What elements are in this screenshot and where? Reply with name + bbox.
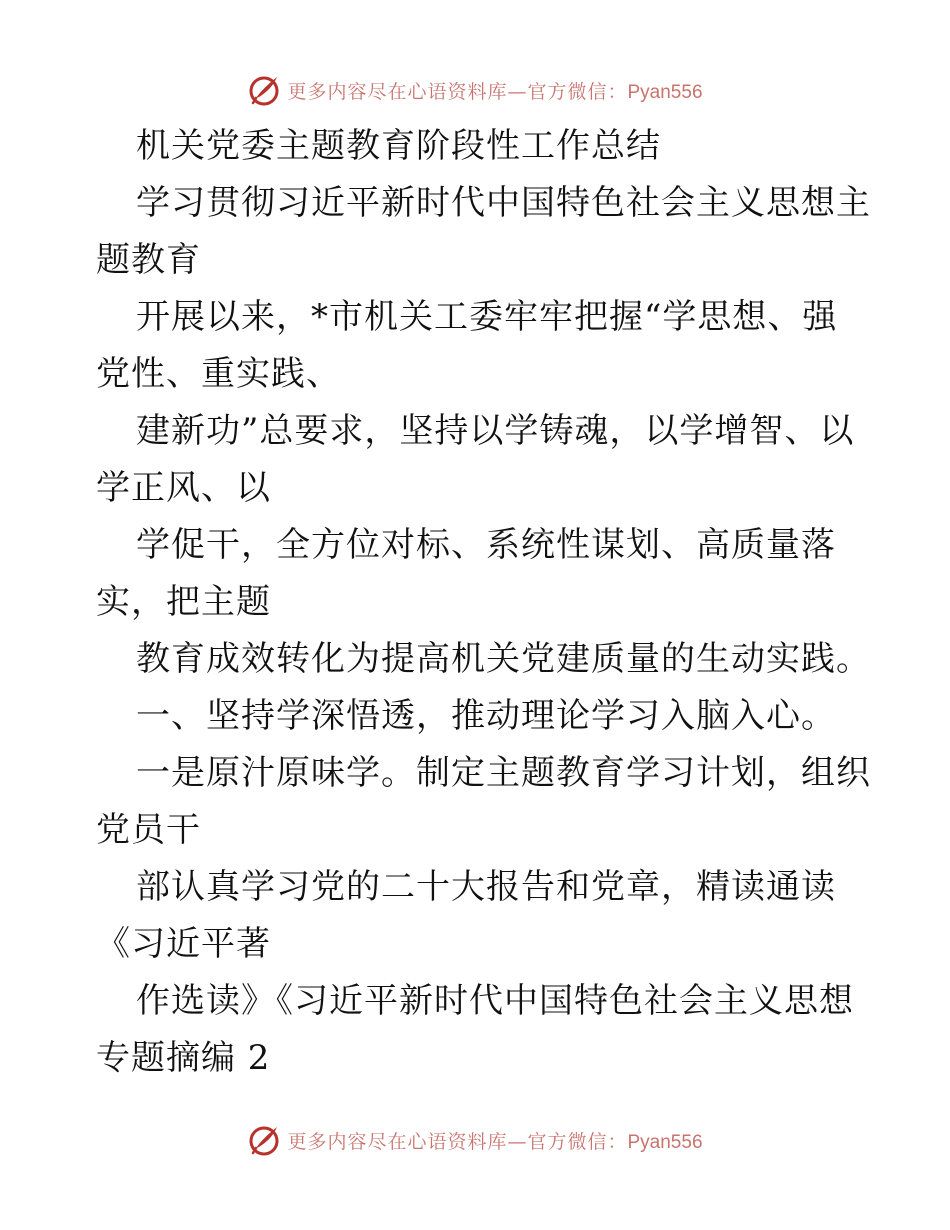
text-line: 一是原汁原味学。制定主题教育学习计划，组织 [136,753,871,793]
wechat-id: Pyan556 [627,81,703,103]
text-line: 教育成效转化为提高机关党建质量的生动实践。 [136,639,871,679]
text-line: 实，把主题 [96,582,271,622]
text-line: 《习近平著 [96,924,271,964]
footer-banner-inner [247,1123,702,1157]
text-line: 机关党委主题教育阶段性工作总结 [136,126,661,166]
text-line: 学正风、以 [96,468,271,508]
text-line: 学促干，全方位对标、系统性谋划、高质量落 [136,525,836,565]
banner-text: 更多内容尽在心语资料库—官方微信： [287,80,628,103]
text-line: 部认真学习党的二十大报告和党章，精读通读 [136,867,836,907]
wechat-id: Pyan556 [627,1131,703,1153]
text-line: 专题摘编 2 [96,1038,271,1078]
footer-banner [0,1120,950,1160]
banner-text: 更多内容尽在心语资料库—官方微信： [287,1130,628,1153]
header-banner [0,70,950,110]
banner-label [287,77,702,104]
document-body [96,118,871,1087]
text-line: 题教育 [96,240,201,280]
text-line: 开展以来，*市机关工委牢牢把握“学思想、强 [136,297,838,337]
feather-pen-logo-icon [247,73,281,107]
text-line: 一、坚持学深悟透，推动理论学习入脑入心。 [136,696,836,736]
header-banner-inner [247,73,702,107]
text-line: 党员干 [96,810,201,850]
feather-pen-logo-icon [247,1123,281,1157]
text-line: 党性、重实践、 [96,354,341,394]
text-line: 学习贯彻习近平新时代中国特色社会主义思想主 [136,183,871,223]
banner-label [287,1127,702,1154]
text-line: 建新功”总要求，坚持以学铸魂，以学增智、以 [136,411,855,451]
text-line: 作选读》《习近平新时代中国特色社会主义思想 [136,981,854,1021]
